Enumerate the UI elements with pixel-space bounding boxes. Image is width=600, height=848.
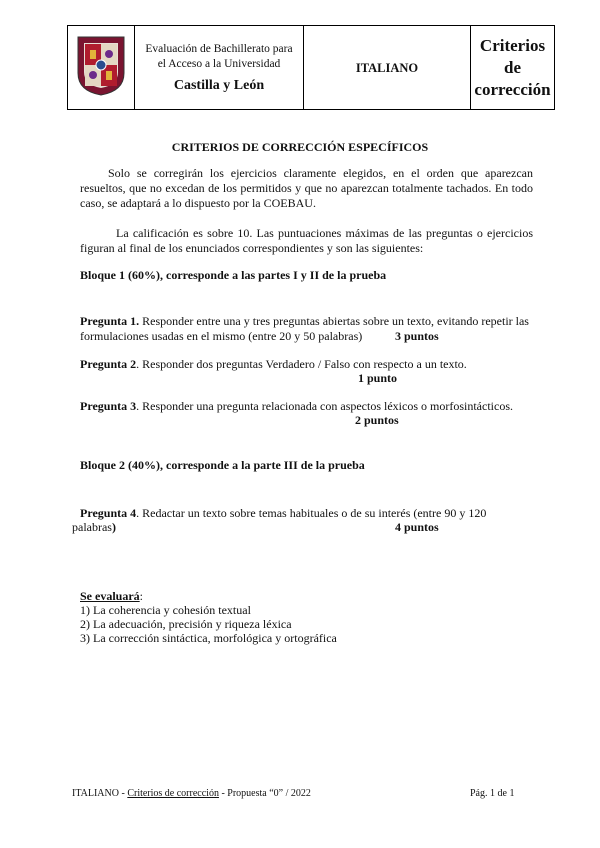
institution-cell xyxy=(135,26,304,110)
evaluation-heading-colon: : xyxy=(139,589,144,603)
header-table xyxy=(67,25,555,110)
question-4-points: 4 puntos xyxy=(395,520,439,534)
footer-separator: - xyxy=(118,788,128,799)
question-3-text: . Responder una pregunta relacionada con aspectos léxicos o morfosintácticos. xyxy=(136,399,513,413)
evaluation-item-2: 2) La adecuación, precisión y riqueza léxica xyxy=(80,617,292,631)
question-3-label: Pregunta 3 xyxy=(80,399,137,413)
evaluation-heading-label: Se evaluará xyxy=(80,589,140,603)
question-4-text: . Redactar un texto sobre temas habituales o de su interés (entre 90 y 120 xyxy=(136,506,487,520)
logo-cell xyxy=(68,26,135,110)
footer-page-number: Pág. 1 de 1 xyxy=(470,788,515,799)
footer-subject: ITALIANO xyxy=(72,788,119,799)
question-2-label: Pregunta 2 xyxy=(80,357,137,371)
grading-paragraph: La calificación es sobre 10. Las puntuaciones máximas de las preguntas o ejercicios figuran al final de los enunciados correspondientes y son las siguientes: xyxy=(80,226,533,255)
question-4-line1 xyxy=(80,506,486,521)
evaluation-heading xyxy=(80,589,143,604)
question-3 xyxy=(80,399,513,414)
block2-heading: Bloque 2 (40%), corresponde a la parte III de la prueba xyxy=(80,458,365,472)
footer-criteria-link: Criterios de corrección xyxy=(127,788,219,799)
question-4-label: Pregunta 4 xyxy=(80,506,137,520)
criteria-line2: de xyxy=(504,57,521,77)
question-1-label: Pregunta 1. xyxy=(80,314,140,328)
question-4-line2 xyxy=(72,520,116,535)
subject-cell xyxy=(304,26,471,110)
footer-left xyxy=(72,788,311,799)
block1-heading: Bloque 1 (60%), corresponde a las partes I y II de la prueba xyxy=(80,268,387,282)
criteria-line1: Criterios xyxy=(479,35,546,55)
question-1 xyxy=(80,314,542,344)
document-title: CRITERIOS DE CORRECCIÓN ESPECÍFICOS xyxy=(171,140,429,154)
institution-line2: el Acceso a la Universidad xyxy=(157,57,281,70)
criteria-cell xyxy=(471,26,555,110)
question-2-points: 1 punto xyxy=(358,371,398,385)
question-2 xyxy=(80,357,467,372)
subject-name: ITALIANO xyxy=(355,60,419,75)
university-shield-logo xyxy=(75,33,127,97)
footer-proposal: - Propuesta “0” / 2022 xyxy=(218,788,311,799)
question-1-text: Responder entre una y tres preguntas abiertas sobre un texto, evitando repetir las formulaciones usadas en el mismo (entre 20 y 50 palabras) xyxy=(80,314,529,343)
institution-line1: Evaluación de Bachillerato para xyxy=(145,42,293,55)
region-name: Castilla y León xyxy=(173,77,265,93)
evaluation-item-3: 3) La corrección sintáctica, morfológica y ortográfica xyxy=(80,631,337,645)
question-1-points: 3 puntos xyxy=(395,329,439,343)
question-4-paren: ) xyxy=(111,520,116,534)
intro-paragraph: Solo se corregirán los ejercicios claramente elegidos, en el orden que aparezcan resueltos, que no excedan de los permitidos y que no aparezcan totalmente tachados. En todo caso, se adaptará a lo dispuesto por la COEBAU. xyxy=(80,166,533,210)
question-2-text: . Responder dos preguntas Verdadero / Falso con respecto a un texto. xyxy=(136,357,467,371)
criteria-line3: corrección xyxy=(474,79,551,99)
evaluation-item-1: 1) La coherencia y cohesión textual xyxy=(80,603,251,617)
question-3-points: 2 puntos xyxy=(355,413,399,427)
question-4-text-cont: palabras xyxy=(72,520,112,534)
